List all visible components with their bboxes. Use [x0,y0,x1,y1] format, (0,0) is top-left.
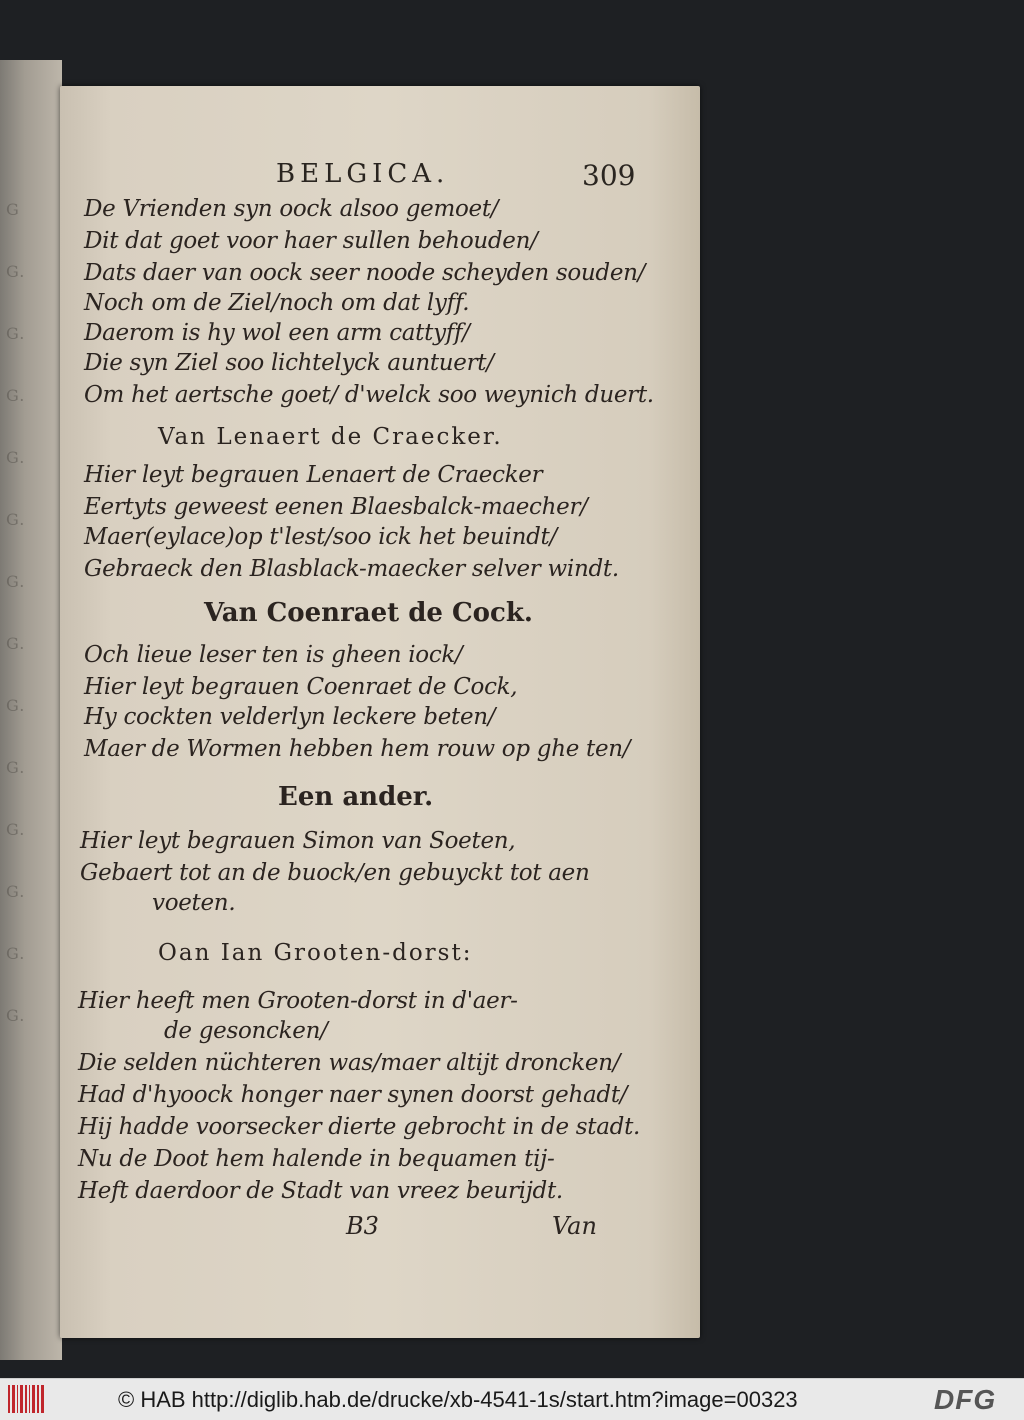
verse-line: Had d'hyoock honger naer synen doorst gehadt/ [78,1082,628,1108]
footer-bar [0,1378,1024,1420]
verse-line: Dats daer van oock seer noode scheyden souden/ [84,260,646,286]
verse-line: Maer(eylace)op t'lest/soo ick het beuindt/ [84,524,557,550]
barcode-icon [8,1385,46,1413]
verse-line: voeten. [152,890,236,916]
epitaph-heading: Een ander. [278,782,434,812]
verse-line: Daerom is hy wol een arm cattyff/ [84,320,470,346]
verse-line: Die selden nüchteren was/maer altijt droncken/ [78,1050,621,1076]
adjacent-page-mark: G. [6,572,26,591]
verse-line: Gebraeck den Blasblack-maecker selver windt. [84,556,619,582]
verse-line: Och lieue leser ten is gheen iock/ [84,642,463,668]
adjacent-page-mark: G. [6,696,26,715]
adjacent-page-strip [0,60,62,1360]
verse-line: Dit dat goet voor haer sullen behouden/ [84,228,538,254]
copyright-link[interactable]: © HAB http://diglib.hab.de/drucke/xb-4541-1s/start.htm?image=00323 [118,1387,798,1412]
page-number: 309 [582,159,636,192]
adjacent-page-mark: G. [6,944,26,963]
verse-line: Eertyts geweest eenen Blaesbalck-maecher/ [84,494,588,520]
adjacent-page-mark: G. [6,1006,26,1025]
verse-line: Hier leyt begrauen Lenaert de Craecker [84,462,543,488]
adjacent-page-mark: G. [6,758,26,777]
verse-line: Hy cockten velderlyn leckere beten/ [84,704,496,730]
verse-line: de gesoncken/ [164,1018,328,1044]
adjacent-page-mark: G [6,200,20,219]
signature-mark: B3 [346,1212,379,1240]
running-head: BELGICA. [276,159,450,189]
verse-line: Hier leyt begrauen Simon van Soeten, [80,828,516,854]
verse-line: Hier leyt begrauen Coenraet de Cock, [84,674,518,700]
adjacent-page-mark: G. [6,820,26,839]
epitaph-heading: Van Coenraet de Cock. [204,598,533,628]
verse-line: Heft daerdoor de Stadt van vreez beurijdt. [78,1178,563,1204]
verse-line: Hij hadde voorsecker dierte gebrocht in de stadt. [78,1114,641,1140]
adjacent-page-mark: G. [6,262,26,281]
epitaph-heading: Van Lenaert de Craecker. [158,424,503,450]
verse-line: Die syn Ziel soo lichtelyck auntuert/ [84,350,494,376]
adjacent-page-mark: G. [6,386,26,405]
catchword: Van [552,1212,597,1240]
adjacent-page-mark: G. [6,448,26,467]
verse-line: Noch om de Ziel/noch om dat lyff. [84,290,470,316]
verse-line: Om het aertsche goet/ d'welck soo weynich duert. [84,382,654,408]
epitaph-heading: Oan Ian Grooten-dorst: [158,940,473,966]
verse-line: Hier heeft men Grooten-dorst in d'aer- [78,988,518,1014]
adjacent-page-mark: G. [6,510,26,529]
adjacent-page-mark: G. [6,882,26,901]
verse-line: De Vrienden syn oock alsoo gemoet/ [84,196,499,222]
adjacent-page-mark: G. [6,324,26,343]
verse-line: Gebaert tot an de buock/en gebuyckt tot aen [80,860,590,886]
verse-line: Maer de Wormen hebben hem rouw op ghe ten/ [84,736,631,762]
adjacent-page-mark: G. [6,634,26,653]
verse-line: Nu de Doot hem halende in bequamen tij- [78,1146,555,1172]
dfg-logo: DFG [934,1384,997,1415]
